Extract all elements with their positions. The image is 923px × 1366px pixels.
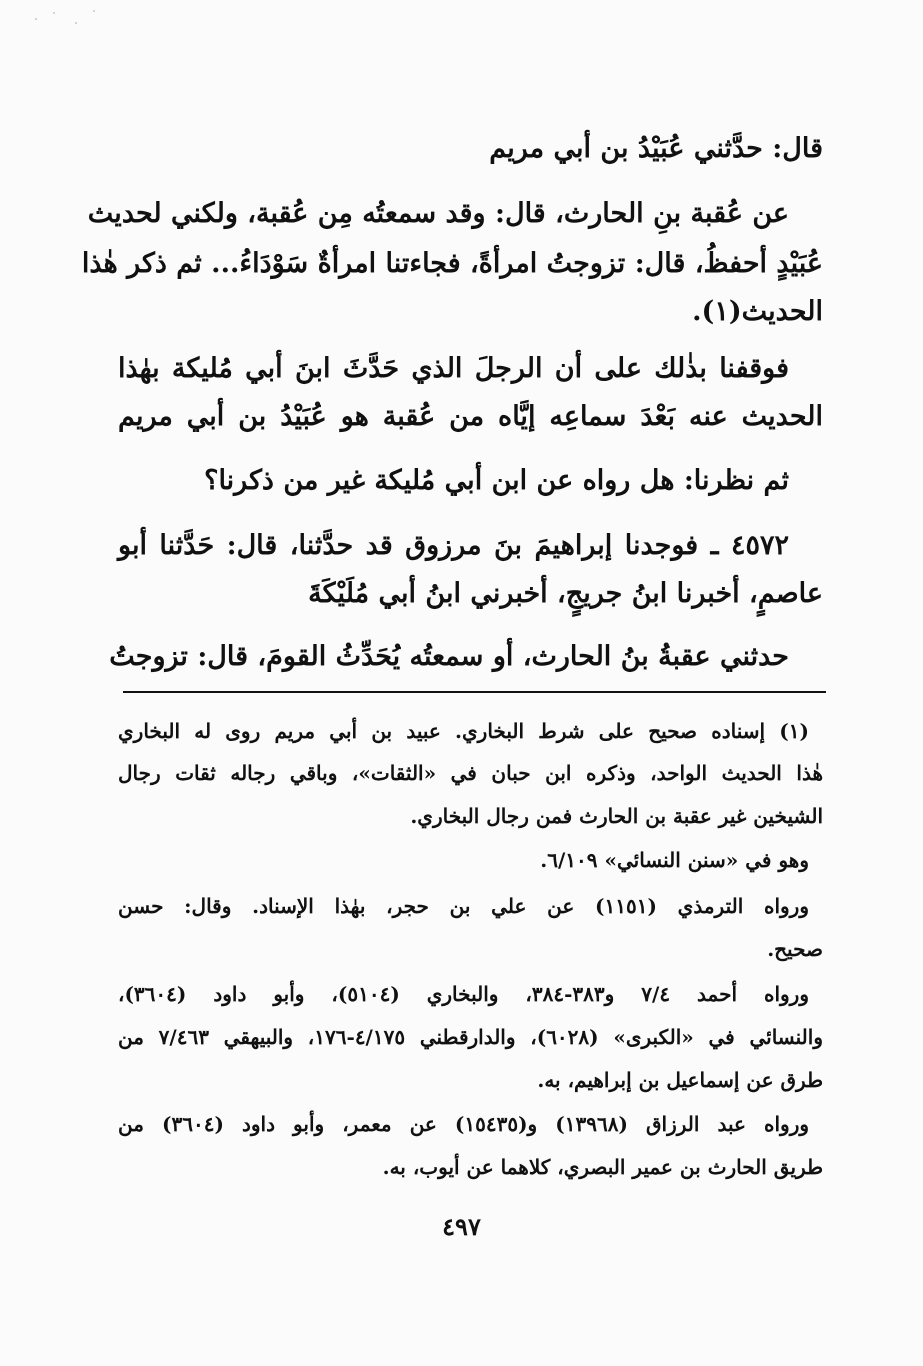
footnote-separator (123, 691, 826, 693)
body-line-5: فوقفنا بذٰلك على أن الرجلَ الذي حَدَّثَ ابنَ أبي مُليكة بهٰذا (118, 353, 789, 384)
footnote-line-8: والنسائي في «الكبرى» (٦٠٢٨)، والدارقطني ٤/١٧٥-١٧٦، والبيهقي ٧/٤٦٣ من (118, 1025, 823, 1049)
footnote-line-10: ورواه عبد الرزاق (١٣٩٦٨) و(١٥٤٣٥) عن معمر، وأبو داود (٣٦٠٤) من (118, 1112, 810, 1136)
footnote-line-9: طرق عن إسماعيل بن إبراهيم، به. (537, 1068, 823, 1092)
footnote-line-3: الشيخين غير عقبة بن الحارث فمن رجال البخاري. (410, 804, 823, 828)
body-line-6: الحديث عنه بَعْدَ سماعِه إيَّاه من عُقبة هو عُبَيْدُ بن أبي مريم (118, 401, 823, 432)
speck (75, 22, 77, 24)
body-line-8: ٤٥٧٢ ـ فوجدنا إبراهيمَ بنَ مرزوق قد حدَّثنا، قال: حَدَّثنا أبو (118, 530, 789, 561)
body-line-1: قال: حدَّثني عُبَيْدُ بن أبي مريم (489, 133, 823, 164)
speck (53, 12, 55, 14)
page-number: ٤٩٧ (442, 1212, 481, 1241)
speck (93, 10, 95, 12)
body-line-4: الحديث(١). (692, 296, 823, 327)
body-line-3: عُبَيْدٍ أحفظُ، قال: تزوجتُ امرأةً، فجاءتنا امرأةٌ سَوْدَاءُ... ثم ذكر هٰذا (81, 248, 823, 279)
body-line-2: عن عُقبة بنِ الحارث، قال: وقد سمعتُه مِن عُقبة، ولكني لحديث (87, 198, 789, 229)
footnote-line-4: وهو في «سنن النسائي» ٦/١٠٩. (540, 848, 809, 872)
body-line-7: ثم نظرنا: هل رواه عن ابن أبي مُليكة غير من ذكرنا؟ (204, 465, 789, 496)
footnote-line-6: صحيح. (767, 937, 823, 961)
footnote-line-1: (١) إسناده صحيح على شرط البخاري. عبيد بن أبي مريم روى له البخاري (118, 719, 809, 743)
footnote-line-7: ورواه أحمد ٧/٤ و٣٨٣-٣٨٤، والبخاري (٥١٠٤)، وأبو داود (٣٦٠٤)، (118, 982, 809, 1006)
footnote-line-5: ورواه الترمذي (١١٥١) عن علي بن حجر، بهٰذا الإسناد. وقال: حسن (118, 894, 809, 918)
speck (35, 18, 37, 20)
body-line-9: عاصمٍ، أخبرنا ابنُ جريجٍ، أخبرني ابنُ أبي مُلَيْكَةَ (308, 578, 823, 609)
body-line-10: حدثني عقبةُ بنُ الحارث، أو سمعتُه يُحَدِّثُ القومَ، قال: تزوجتُ (109, 641, 789, 672)
footnote-line-2: هٰذا الحديث الواحد، وذكره ابن حبان في «الثقات»، وباقي رجاله ثقات رجال (118, 761, 823, 785)
footnote-line-11: طريق الحارث بن عمير البصري، كلاهما عن أيوب، به. (382, 1155, 823, 1179)
